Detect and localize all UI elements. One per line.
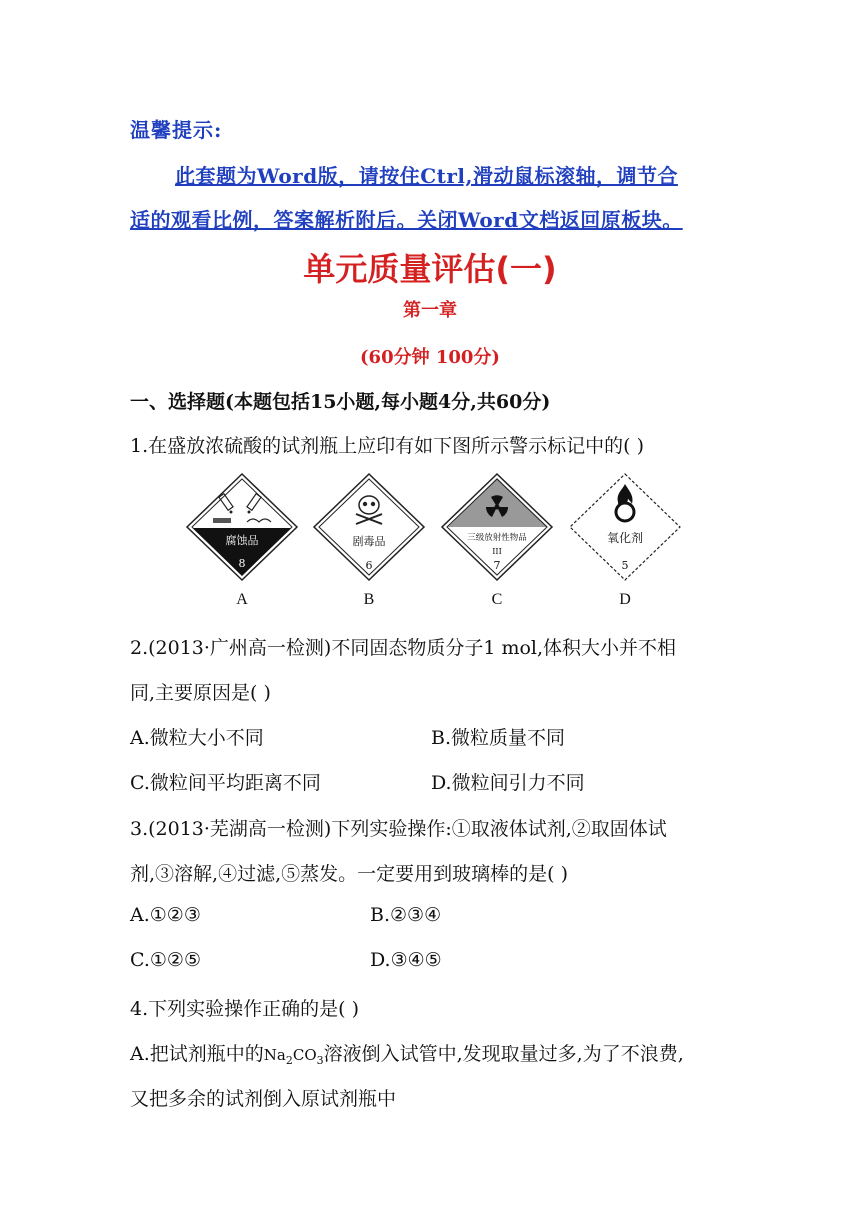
sign-c-label: 三级放射性物品: [467, 533, 527, 543]
q3-option-d: D.③④⑤: [370, 949, 442, 971]
sign-a-label: 腐蚀品: [225, 534, 259, 547]
sign-b-label: 剧毒品: [352, 535, 386, 548]
tip-title: 温馨提示:: [130, 118, 223, 142]
q3-option-b: B.②③④: [370, 904, 442, 926]
q4-option-a-line1: [130, 1039, 684, 1067]
q4-option-a-suffix: 溶液倒入试管中,发现取量过多,为了不浪费,: [323, 1043, 684, 1065]
sign-c: [442, 474, 552, 608]
q2-stem-line2: 同,主要原因是( ): [130, 682, 271, 704]
q1-stem: 1.在盛放浓硫酸的试剂瓶上应印有如下图所示警示标记中的( ): [130, 435, 644, 457]
sign-d-number: 5: [621, 559, 629, 572]
q4-formula: [263, 1046, 324, 1067]
q4-option-a-prefix: A.把试剂瓶中的: [130, 1043, 264, 1065]
sign-d: [570, 474, 680, 608]
sign-b-number: 6: [365, 559, 373, 572]
sign-c-letter: C: [491, 591, 503, 608]
time-score-label: (60分钟 100分): [360, 347, 500, 368]
chapter-label: 第一章: [403, 300, 457, 321]
sign-b-letter: B: [363, 591, 375, 608]
sign-a: [187, 474, 297, 608]
q2-option-a: A.微粒大小不同: [130, 727, 264, 749]
sign-b: [314, 474, 424, 608]
sign-a-letter: A: [236, 591, 248, 608]
page-title: 单元质量评估(一): [303, 250, 557, 288]
sign-d-label: 氧化剂: [606, 531, 644, 545]
q3-stem-line2: 剂,③溶解,④过滤,⑤蒸发。一定要用到玻璃棒的是( ): [130, 863, 568, 885]
formula-sub-3: 3: [316, 1054, 324, 1067]
q3-option-c: C.①②⑤: [130, 949, 201, 971]
q2-option-b: B.微粒质量不同: [431, 727, 566, 749]
sign-a-number: 8: [238, 557, 246, 570]
sign-c-sub: III: [492, 547, 502, 556]
q3-option-a: A.①②③: [130, 904, 201, 926]
q2-option-d: D.微粒间引力不同: [431, 772, 585, 794]
q4-stem: 4.下列实验操作正确的是( ): [130, 998, 359, 1020]
sign-d-letter: D: [619, 591, 631, 608]
q2-stem-line1: 2.(2013·广州高一检测)不同固态物质分子1 mol,体积大小并不相: [130, 637, 677, 659]
warning-signs-figure: [185, 472, 685, 612]
q2-option-c: C.微粒间平均距离不同: [130, 772, 321, 794]
tip-line-2: 适的观看比例，答案解析附后。关闭Word文档返回原板块。: [130, 208, 683, 232]
tip-line-1: 此套题为Word版，请按住Ctrl,滑动鼠标滚轴，调节合: [175, 164, 678, 188]
formula-na: Na: [263, 1046, 286, 1064]
formula-co: CO: [292, 1046, 317, 1064]
formula-sub-2: 2: [285, 1054, 293, 1067]
section-title: 一、选择题(本题包括15小题,每小题4分,共60分): [130, 391, 551, 413]
q3-stem-line1: 3.(2013·芜湖高一检测)下列实验操作:①取液体试剂,②取固体试: [130, 818, 667, 840]
sign-c-number: 7: [493, 559, 501, 572]
q4-option-a-line2: 又把多余的试剂倒入原试剂瓶中: [130, 1088, 397, 1110]
